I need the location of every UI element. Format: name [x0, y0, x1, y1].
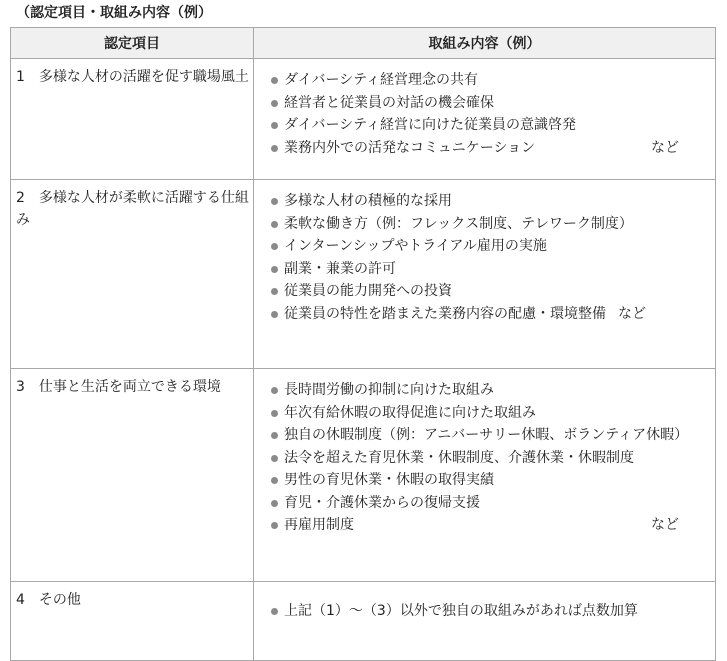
- table-row: [11, 582, 716, 661]
- list-item: 育児・介護休業からの復帰支援: [270, 492, 709, 515]
- bullet-icon: [271, 455, 278, 462]
- criteria-label: 1 多様な人材の活躍を促す職場風土: [16, 69, 249, 85]
- bullet-icon: [271, 432, 278, 439]
- header-examples: 取組み内容（例）: [254, 28, 716, 59]
- example-list: [270, 69, 709, 159]
- list-item: 経営者と従業員の対話の機会確保: [270, 92, 709, 115]
- list-item: 法令を超えた育児休業・休暇制度、介護休業・休暇制度: [270, 447, 709, 470]
- bullet-icon: [271, 410, 278, 417]
- bullet-icon: [271, 288, 278, 295]
- header-criteria: 認定項目: [11, 28, 254, 59]
- bullet-icon: [271, 500, 278, 507]
- table-row: [11, 180, 716, 369]
- bullet-icon: [271, 387, 278, 394]
- criteria-cell: [11, 180, 254, 369]
- bullet-icon: [271, 198, 278, 205]
- bullet-icon: [271, 608, 278, 615]
- criteria-label: 2 多様な人材が柔軟に活躍する仕組み: [16, 190, 249, 228]
- list-item: 従業員の能力開発への投資: [270, 280, 709, 303]
- bullet-icon: [271, 221, 278, 228]
- list-item: 年次有給休暇の取得促進に向けた取組み: [270, 402, 709, 425]
- list-item: ダイバーシティ経営に向けた従業員の意識啓発: [270, 114, 709, 137]
- examples-cell: [254, 59, 716, 180]
- list-item: 独自の休暇制度（例：アニバーサリー休暇、ボランティア休暇）: [270, 424, 709, 447]
- etc-label: など: [618, 305, 646, 322]
- criteria-label: 3 仕事と生活を両立できる環境: [16, 379, 221, 395]
- bullet-icon: [271, 243, 278, 250]
- table-caption: （認定項目・取組み内容（例）: [16, 5, 212, 21]
- header-row: [11, 28, 716, 59]
- examples-cell: [254, 582, 716, 661]
- list-item: 長時間労働の抑制に向けた取組み: [270, 379, 709, 402]
- bullet-icon: [271, 266, 278, 273]
- etc-label: など: [651, 139, 679, 156]
- bullet-icon: [271, 100, 278, 107]
- list-item: インターンシップやトライアル雇用の実施: [270, 235, 709, 258]
- criteria-cell: [11, 369, 254, 582]
- list-item: 従業員の特性を踏まえた業務内容の配慮・環境整備 など: [270, 303, 709, 326]
- etc-label: など: [651, 517, 679, 533]
- list-item: 柔軟な働き方（例：フレックス制度、テレワーク制度）: [270, 213, 709, 236]
- criteria-cell: [11, 59, 254, 180]
- example-list: [270, 600, 709, 623]
- table-row: [11, 59, 716, 180]
- list-item: 再雇用制度 など: [270, 514, 709, 537]
- list-item: 上記（1）～（3）以外で独自の取組みがあれば点数加算: [270, 600, 709, 623]
- list-item: 副業・兼業の許可: [270, 258, 709, 281]
- bullet-icon: [271, 77, 278, 84]
- list-item: 多様な人材の積極的な採用: [270, 190, 709, 213]
- bullet-icon: [271, 522, 278, 529]
- criteria-cell: [11, 582, 254, 661]
- bullet-icon: [271, 122, 278, 129]
- table-row: [11, 369, 716, 582]
- examples-cell: [254, 369, 716, 582]
- bullet-icon: [271, 477, 278, 484]
- example-list: [270, 379, 709, 537]
- example-list: [270, 190, 709, 325]
- examples-cell: [254, 180, 716, 369]
- list-item: 業務内外での活発なコミュニケーション など: [270, 137, 709, 160]
- list-item: ダイバーシティ経営理念の共有: [270, 69, 709, 92]
- bullet-icon: [271, 145, 278, 152]
- bullet-icon: [271, 311, 278, 318]
- list-item: 男性の育児休業・休暇の取得実績: [270, 469, 709, 492]
- criteria-table: [10, 27, 716, 661]
- criteria-label: 4 その他: [16, 592, 81, 608]
